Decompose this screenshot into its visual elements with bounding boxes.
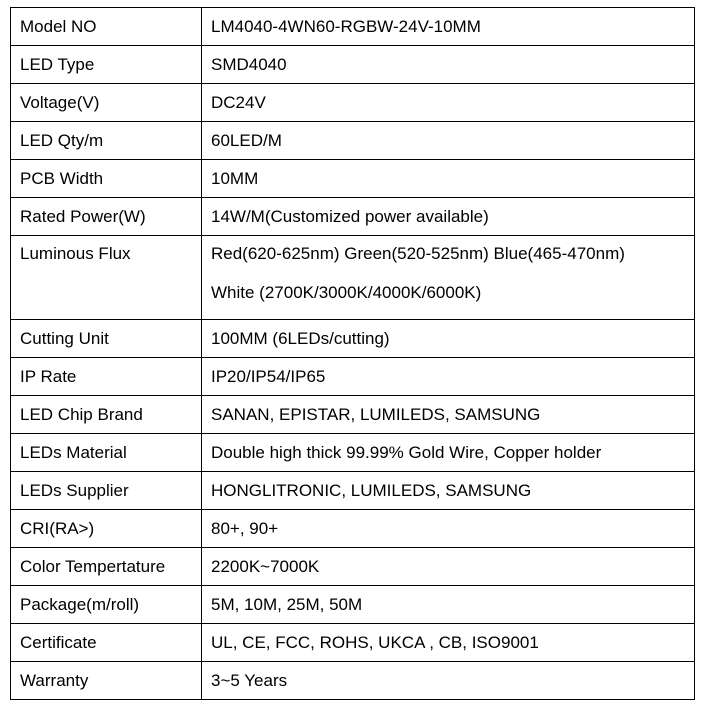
- spec-value: LM4040-4WN60-RGBW-24V-10MM: [202, 8, 695, 46]
- spec-label: Cutting Unit: [11, 320, 202, 358]
- spec-label: Voltage(V): [11, 84, 202, 122]
- spec-value: 2200K~7000K: [202, 548, 695, 586]
- spec-value: IP20/IP54/IP65: [202, 358, 695, 396]
- spec-row-cri: [11, 510, 695, 548]
- spec-row-certificate: [11, 624, 695, 662]
- spec-value: 3~5 Years: [202, 662, 695, 700]
- spec-label: Luminous Flux: [11, 236, 202, 320]
- spec-value: 60LED/M: [202, 122, 695, 160]
- spec-row-color-temperature: [11, 548, 695, 586]
- spec-label: LEDs Material: [11, 434, 202, 472]
- spec-label: PCB Width: [11, 160, 202, 198]
- spec-label: LED Qty/m: [11, 122, 202, 160]
- spec-value: 80+, 90+: [202, 510, 695, 548]
- spec-value: Double high thick 99.99% Gold Wire, Copper holder: [202, 434, 695, 472]
- spec-value: 5M, 10M, 25M, 50M: [202, 586, 695, 624]
- spec-label: LED Type: [11, 46, 202, 84]
- spec-row-led-type: [11, 46, 695, 84]
- spec-label: Warranty: [11, 662, 202, 700]
- spec-value: 14W/M(Customized power available): [202, 198, 695, 236]
- spec-value-line: Red(620-625nm) Green(520-525nm) Blue(465-470nm): [211, 244, 625, 263]
- spec-row-voltage: [11, 84, 695, 122]
- spec-row-package: [11, 586, 695, 624]
- spec-label: LED Chip Brand: [11, 396, 202, 434]
- spec-row-rated-power: [11, 198, 695, 236]
- spec-label: Color Tempertature: [11, 548, 202, 586]
- spec-label: LEDs Supplier: [11, 472, 202, 510]
- spec-label: Package(m/roll): [11, 586, 202, 624]
- spec-row-cutting-unit: [11, 320, 695, 358]
- spec-value: DC24V: [202, 84, 695, 122]
- spec-table: [10, 7, 695, 700]
- spec-row-warranty: [11, 662, 695, 700]
- spec-value: 100MM (6LEDs/cutting): [202, 320, 695, 358]
- spec-row-model-no: [11, 8, 695, 46]
- spec-value: SANAN, EPISTAR, LUMILEDS, SAMSUNG: [202, 396, 695, 434]
- spec-label: Rated Power(W): [11, 198, 202, 236]
- spec-row-luminous-flux: [11, 236, 695, 320]
- spec-value: 10MM: [202, 160, 695, 198]
- spec-row-leds-supplier: [11, 472, 695, 510]
- spec-row-leds-material: [11, 434, 695, 472]
- spec-value: HONGLITRONIC, LUMILEDS, SAMSUNG: [202, 472, 695, 510]
- spec-value: UL, CE, FCC, ROHS, UKCA , CB, ISO9001: [202, 624, 695, 662]
- spec-value-line: White (2700K/3000K/4000K/6000K): [211, 283, 482, 302]
- spec-row-led-chip-brand: [11, 396, 695, 434]
- spec-value: SMD4040: [202, 46, 695, 84]
- spec-row-pcb-width: [11, 160, 695, 198]
- spec-value: [202, 236, 695, 320]
- spec-row-led-qty: [11, 122, 695, 160]
- spec-row-ip-rate: [11, 358, 695, 396]
- spec-label: CRI(RA>): [11, 510, 202, 548]
- spec-label: IP Rate: [11, 358, 202, 396]
- spec-label: Certificate: [11, 624, 202, 662]
- spec-label: Model NO: [11, 8, 202, 46]
